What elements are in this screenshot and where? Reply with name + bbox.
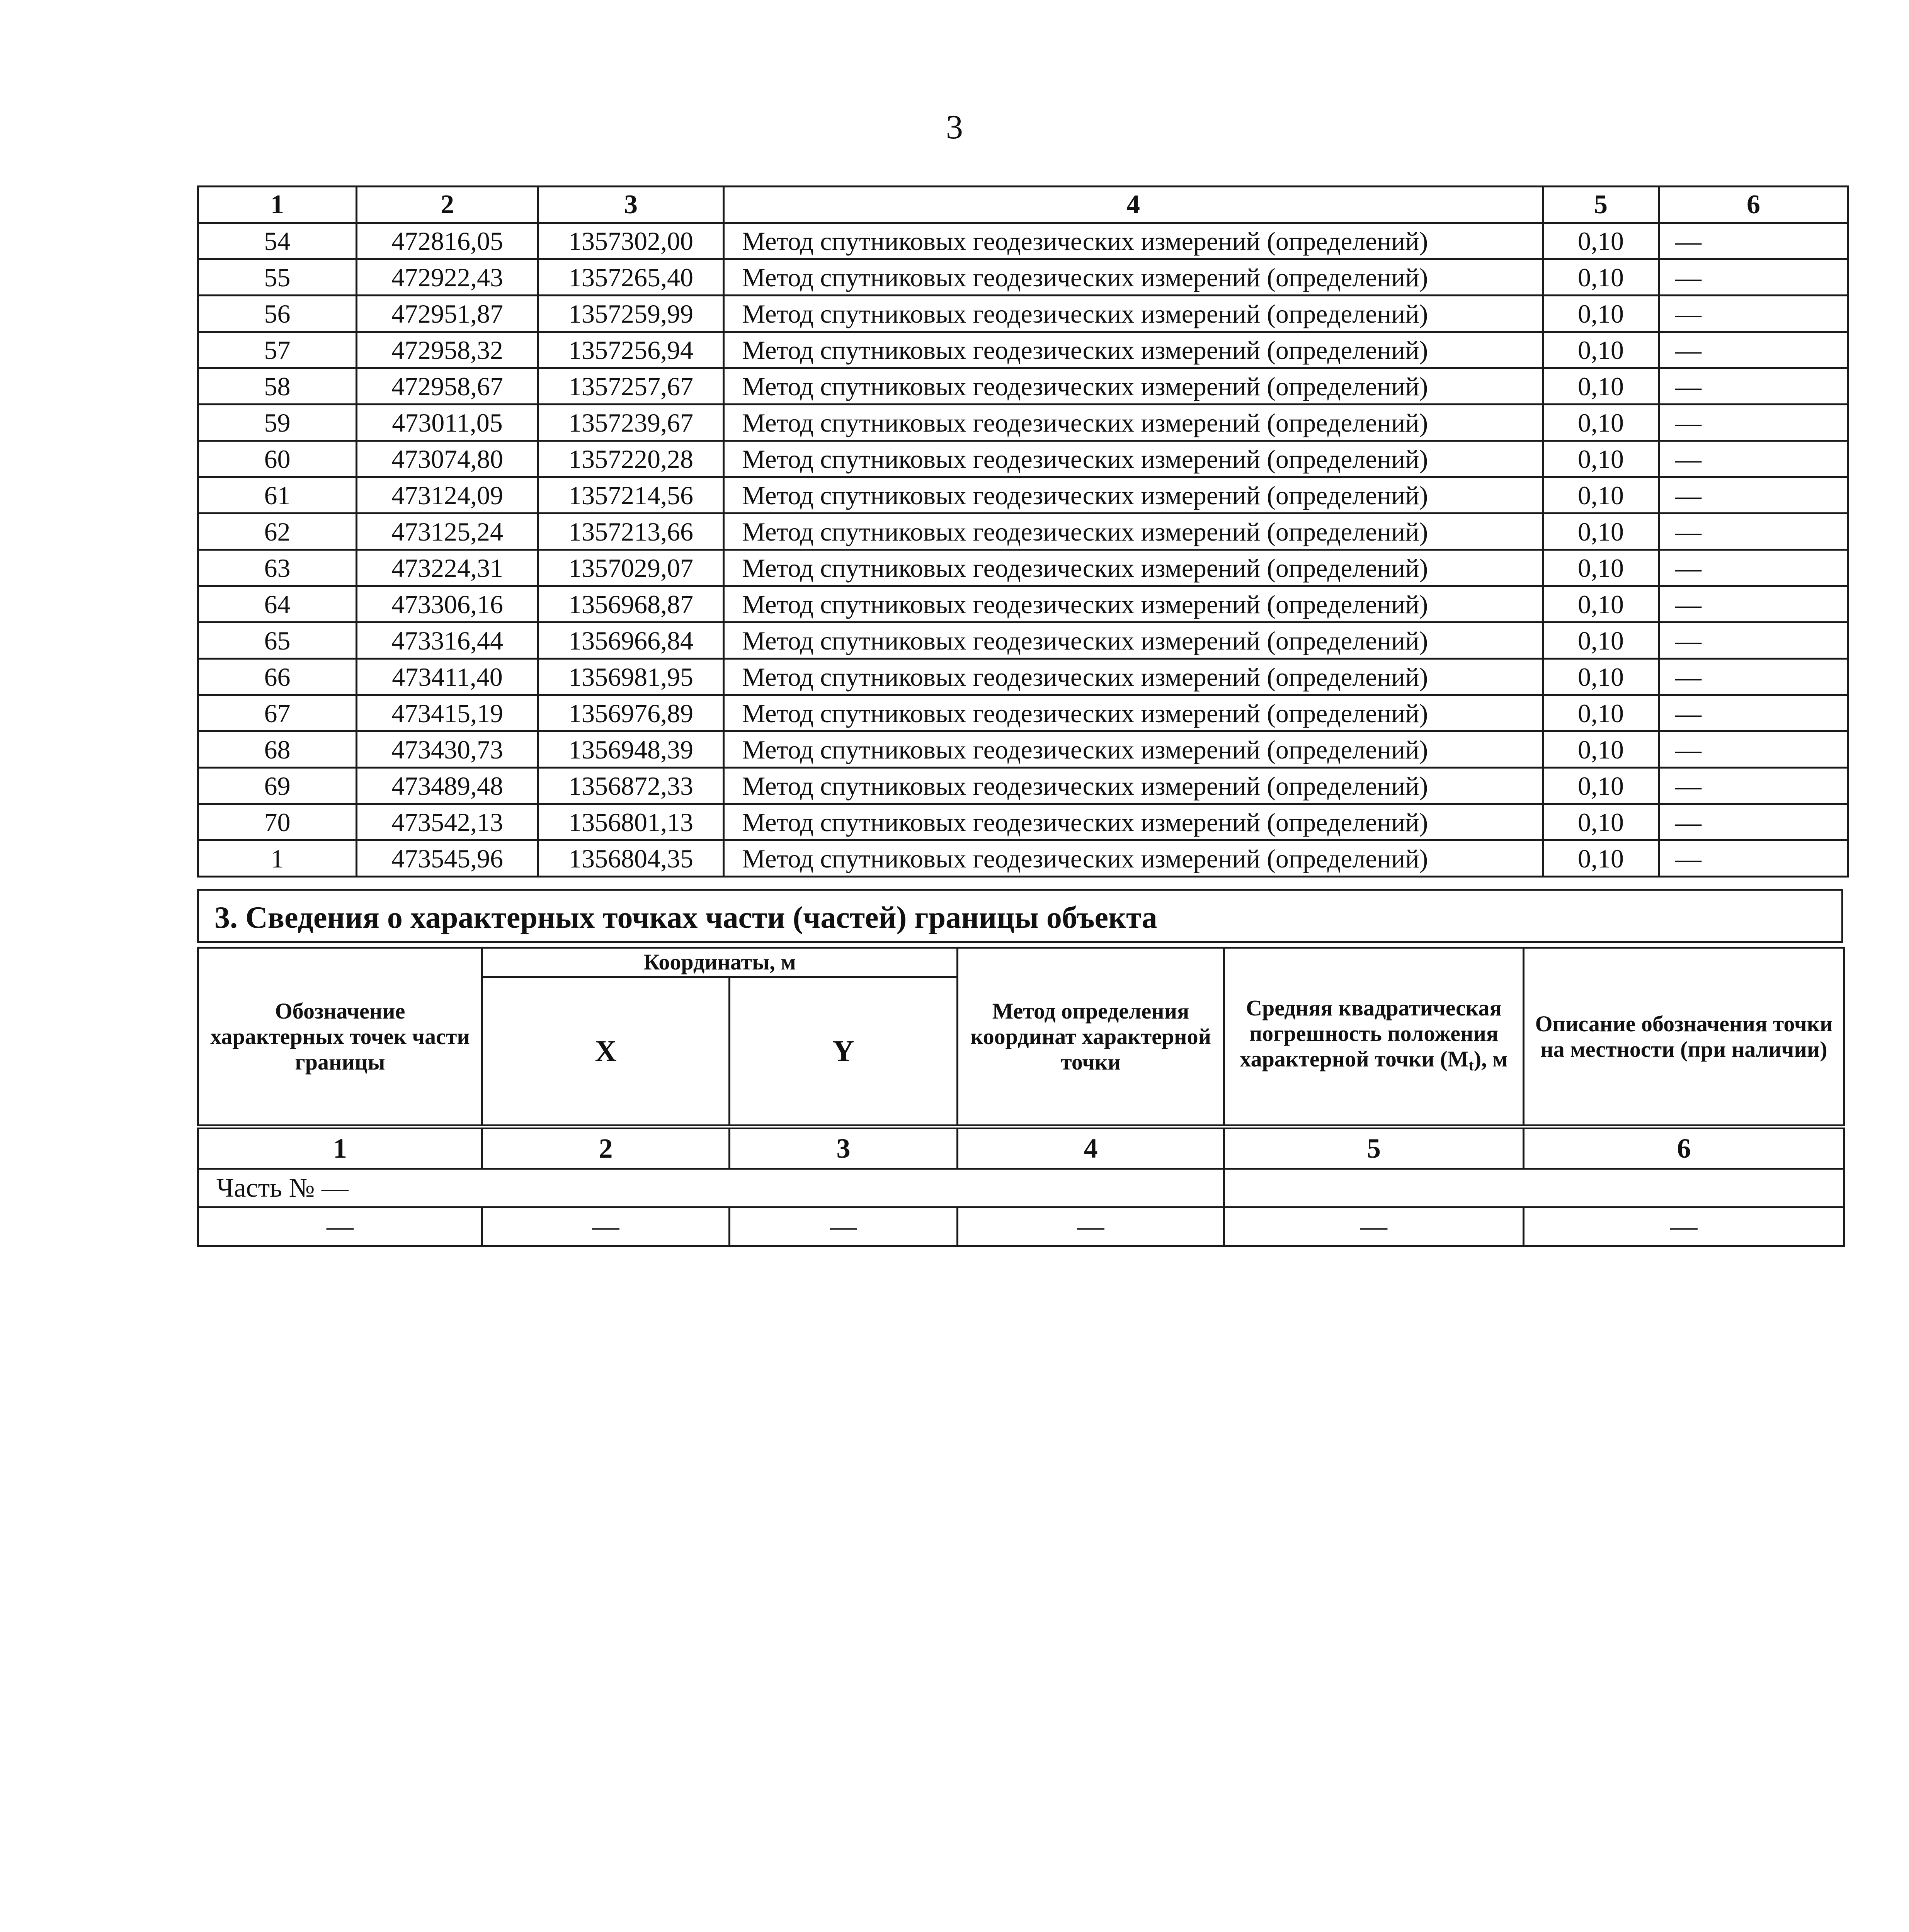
point-number: 57 xyxy=(198,332,357,368)
y-coordinate: 1357302,00 xyxy=(538,223,724,259)
parts-header-row-1 xyxy=(198,948,1844,977)
method: Метод спутниковых геодезических измерений (определений) xyxy=(724,259,1543,296)
y-coordinate: 1356948,39 xyxy=(538,731,724,768)
y-coordinate: 1357029,07 xyxy=(538,550,724,586)
header-cell: 1 xyxy=(198,187,357,223)
error-value: 0,10 xyxy=(1543,514,1659,550)
header-cell: 3 xyxy=(538,187,724,223)
x-header: X xyxy=(482,977,730,1127)
error-value: 0,10 xyxy=(1543,695,1659,731)
dash-cell: — xyxy=(1524,1208,1844,1246)
method: Метод спутниковых геодезических измерений (определений) xyxy=(724,731,1543,768)
coordinate-row xyxy=(198,768,1848,804)
coordinate-row xyxy=(198,840,1848,877)
description: — xyxy=(1659,332,1848,368)
x-coordinate: 473430,73 xyxy=(357,731,538,768)
description: — xyxy=(1659,441,1848,477)
point-number: 63 xyxy=(198,550,357,586)
column-number: 6 xyxy=(1524,1127,1844,1169)
point-number: 70 xyxy=(198,804,357,840)
part-row xyxy=(198,1169,1844,1208)
point-number: 68 xyxy=(198,731,357,768)
error-value: 0,10 xyxy=(1543,441,1659,477)
y-coordinate: 1356966,84 xyxy=(538,622,724,659)
coordinate-row xyxy=(198,622,1848,659)
error-value: 0,10 xyxy=(1543,477,1659,514)
column-number: 5 xyxy=(1224,1127,1524,1169)
x-coordinate: 472958,67 xyxy=(357,368,538,405)
method: Метод спутниковых геодезических измерений (определений) xyxy=(724,586,1543,622)
y-coordinate: 1357259,99 xyxy=(538,296,724,332)
point-number: 58 xyxy=(198,368,357,405)
error-value: 0,10 xyxy=(1543,840,1659,877)
point-number: 69 xyxy=(198,768,357,804)
column-number: 3 xyxy=(730,1127,958,1169)
y-coordinate: 1357265,40 xyxy=(538,259,724,296)
description: — xyxy=(1659,223,1848,259)
header-cell: 2 xyxy=(357,187,538,223)
coordinate-row xyxy=(198,223,1848,259)
point-number: 1 xyxy=(198,840,357,877)
point-number: 66 xyxy=(198,659,357,695)
coordinates-body xyxy=(198,223,1848,877)
method: Метод спутниковых геодезических измерений (определений) xyxy=(724,768,1543,804)
x-coordinate: 473074,80 xyxy=(357,441,538,477)
method: Метод спутниковых геодезических измерений (определений) xyxy=(724,405,1543,441)
coordinate-row xyxy=(198,441,1848,477)
coordinate-row xyxy=(198,368,1848,405)
error-value: 0,10 xyxy=(1543,332,1659,368)
point-number: 55 xyxy=(198,259,357,296)
column-number: 4 xyxy=(958,1127,1224,1169)
y-coordinate: 1357213,66 xyxy=(538,514,724,550)
page-number: 3 xyxy=(946,109,963,146)
section-3-title: 3. Сведения о характерных точках части (частей) границы объекта xyxy=(197,889,1843,943)
method: Метод спутниковых геодезических измерений (определений) xyxy=(724,441,1543,477)
description: — xyxy=(1659,768,1848,804)
y-header: Y xyxy=(730,977,958,1127)
description: — xyxy=(1659,259,1848,296)
method: Метод спутниковых геодезических измерений (определений) xyxy=(724,695,1543,731)
error-header-text: Средняя квадратическая погрешность положения характерной точки (M xyxy=(1240,995,1502,1071)
error-value: 0,10 xyxy=(1543,550,1659,586)
description: — xyxy=(1659,514,1848,550)
description: — xyxy=(1659,659,1848,695)
description: — xyxy=(1659,695,1848,731)
description: — xyxy=(1659,368,1848,405)
header-cell: 6 xyxy=(1659,187,1848,223)
point-number: 67 xyxy=(198,695,357,731)
error-header-unit: ), м xyxy=(1473,1046,1508,1071)
x-coordinate: 473306,16 xyxy=(357,586,538,622)
method: Метод спутниковых геодезических измерений (определений) xyxy=(724,622,1543,659)
x-coordinate: 473411,40 xyxy=(357,659,538,695)
y-coordinate: 1356872,33 xyxy=(538,768,724,804)
error-value: 0,10 xyxy=(1543,368,1659,405)
x-coordinate: 472951,87 xyxy=(357,296,538,332)
column-number: 1 xyxy=(198,1127,482,1169)
coordinates-header-row xyxy=(198,187,1848,223)
error-value: 0,10 xyxy=(1543,622,1659,659)
y-coordinate: 1356801,13 xyxy=(538,804,724,840)
method-header: Метод определения координат характерной точки xyxy=(958,948,1224,1127)
description-header: Описание обозначения точки на местности (при наличии) xyxy=(1524,948,1844,1127)
point-number: 54 xyxy=(198,223,357,259)
dash-cell: — xyxy=(958,1208,1224,1246)
point-number: 65 xyxy=(198,622,357,659)
error-value: 0,10 xyxy=(1543,296,1659,332)
error-header-subscript: t xyxy=(1468,1056,1474,1074)
description: — xyxy=(1659,405,1848,441)
x-coordinate: 473011,05 xyxy=(357,405,538,441)
x-coordinate: 473415,19 xyxy=(357,695,538,731)
description: — xyxy=(1659,804,1848,840)
point-number: 59 xyxy=(198,405,357,441)
description: — xyxy=(1659,622,1848,659)
designation-header: Обозначение характерных точек части границы xyxy=(198,948,482,1127)
x-coordinate: 473489,48 xyxy=(357,768,538,804)
error-value: 0,10 xyxy=(1543,223,1659,259)
y-coordinate: 1356968,87 xyxy=(538,586,724,622)
coordinate-row xyxy=(198,550,1848,586)
y-coordinate: 1357214,56 xyxy=(538,477,724,514)
x-coordinate: 473224,31 xyxy=(357,550,538,586)
description: — xyxy=(1659,840,1848,877)
method: Метод спутниковых геодезических измерений (определений) xyxy=(724,368,1543,405)
coordinate-row xyxy=(198,659,1848,695)
dash-cell: — xyxy=(730,1208,958,1246)
coordinates-table xyxy=(197,185,1849,878)
header-cell: 4 xyxy=(724,187,1543,223)
x-coordinate: 472922,43 xyxy=(357,259,538,296)
point-number: 62 xyxy=(198,514,357,550)
coordinate-row xyxy=(198,405,1848,441)
x-coordinate: 473542,13 xyxy=(357,804,538,840)
method: Метод спутниковых геодезических измерений (определений) xyxy=(724,659,1543,695)
coordinate-row xyxy=(198,804,1848,840)
coordinate-row xyxy=(198,259,1848,296)
column-number-row xyxy=(198,1127,1844,1169)
error-value: 0,10 xyxy=(1543,259,1659,296)
coordinate-row xyxy=(198,514,1848,550)
error-value: 0,10 xyxy=(1543,659,1659,695)
part-label: Часть № — xyxy=(198,1169,1224,1208)
coordinate-row xyxy=(198,731,1848,768)
error-header xyxy=(1224,948,1524,1127)
y-coordinate: 1357256,94 xyxy=(538,332,724,368)
description: — xyxy=(1659,477,1848,514)
coordinate-row xyxy=(198,332,1848,368)
coordinate-row xyxy=(198,586,1848,622)
method: Метод спутниковых геодезических измерений (определений) xyxy=(724,514,1543,550)
point-number: 56 xyxy=(198,296,357,332)
x-coordinate: 473124,09 xyxy=(357,477,538,514)
dash-cell: — xyxy=(1224,1208,1524,1246)
error-value: 0,10 xyxy=(1543,586,1659,622)
error-value: 0,10 xyxy=(1543,768,1659,804)
coordinate-row xyxy=(198,296,1848,332)
description: — xyxy=(1659,586,1848,622)
y-coordinate: 1356981,95 xyxy=(538,659,724,695)
method: Метод спутниковых геодезических измерений (определений) xyxy=(724,550,1543,586)
method: Метод спутниковых геодезических измерений (определений) xyxy=(724,477,1543,514)
method: Метод спутниковых геодезических измерений (определений) xyxy=(724,332,1543,368)
y-coordinate: 1357257,67 xyxy=(538,368,724,405)
dash-row xyxy=(198,1208,1844,1246)
coordinate-row xyxy=(198,695,1848,731)
x-coordinate: 473545,96 xyxy=(357,840,538,877)
error-value: 0,10 xyxy=(1543,405,1659,441)
description: — xyxy=(1659,296,1848,332)
method: Метод спутниковых геодезических измерений (определений) xyxy=(724,804,1543,840)
coordinate-row xyxy=(198,477,1848,514)
description: — xyxy=(1659,731,1848,768)
parts-table xyxy=(197,947,1845,1247)
dash-cell: — xyxy=(482,1208,730,1246)
method: Метод спутниковых геодезических измерений (определений) xyxy=(724,223,1543,259)
x-coordinate: 472816,05 xyxy=(357,223,538,259)
x-coordinate: 473316,44 xyxy=(357,622,538,659)
x-coordinate: 472958,32 xyxy=(357,332,538,368)
point-number: 60 xyxy=(198,441,357,477)
y-coordinate: 1356804,35 xyxy=(538,840,724,877)
dash-cell: — xyxy=(198,1208,482,1246)
header-cell: 5 xyxy=(1543,187,1659,223)
y-coordinate: 1357220,28 xyxy=(538,441,724,477)
part-empty-cell xyxy=(1224,1169,1844,1208)
point-number: 61 xyxy=(198,477,357,514)
x-coordinate: 473125,24 xyxy=(357,514,538,550)
point-number: 64 xyxy=(198,586,357,622)
error-value: 0,10 xyxy=(1543,731,1659,768)
method: Метод спутниковых геодезических измерений (определений) xyxy=(724,296,1543,332)
coordinates-header: Координаты, м xyxy=(482,948,958,977)
y-coordinate: 1357239,67 xyxy=(538,405,724,441)
y-coordinate: 1356976,89 xyxy=(538,695,724,731)
error-value: 0,10 xyxy=(1543,804,1659,840)
method: Метод спутниковых геодезических измерений (определений) xyxy=(724,840,1543,877)
column-number: 2 xyxy=(482,1127,730,1169)
description: — xyxy=(1659,550,1848,586)
